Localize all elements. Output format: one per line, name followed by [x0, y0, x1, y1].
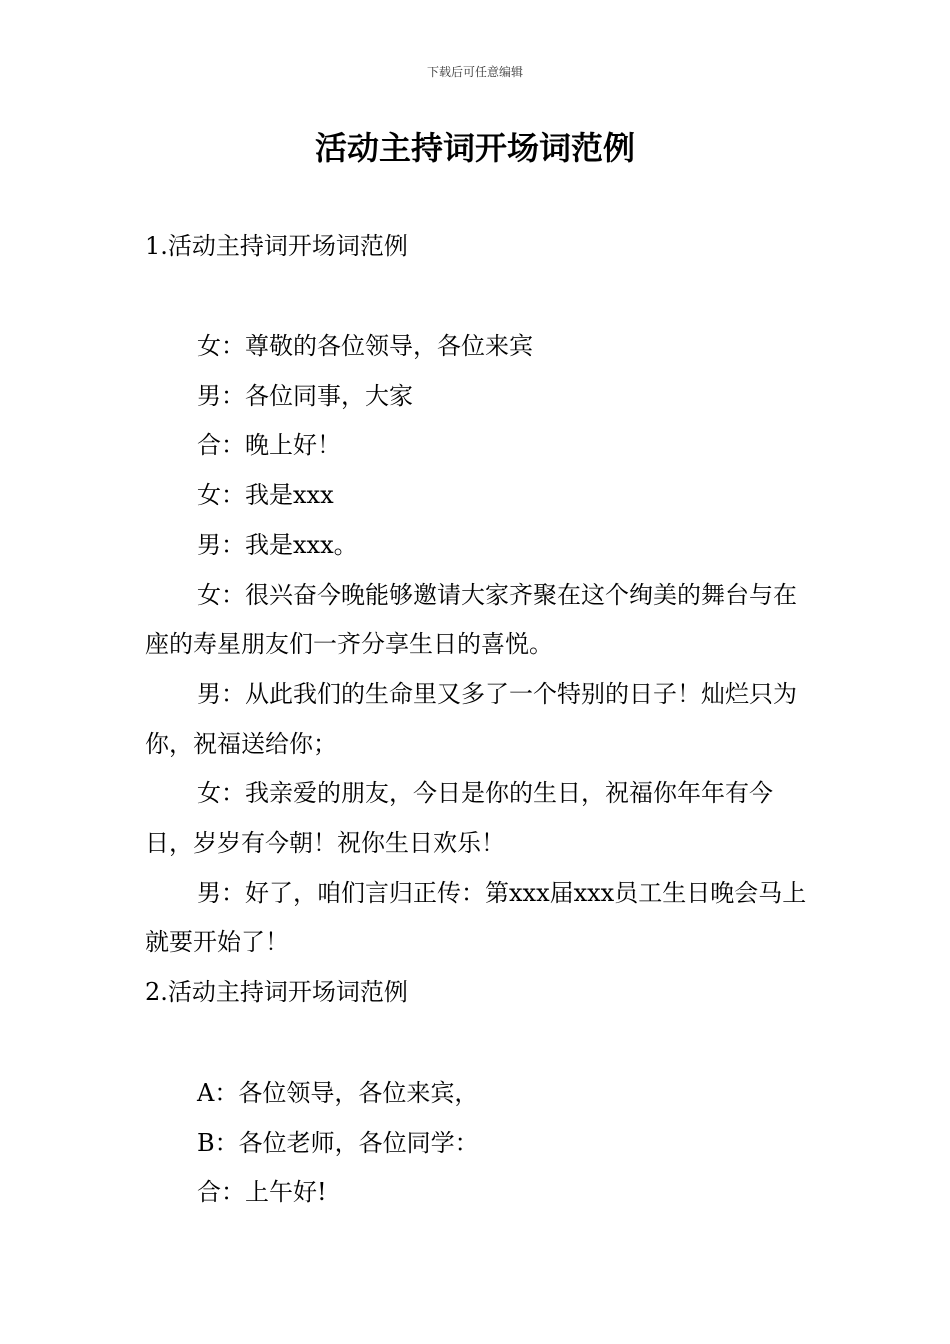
- dialogue-line: A：各位领导，各位来宾，: [197, 1079, 479, 1107]
- dialogue-line: 女：尊敬的各位领导，各位来宾: [197, 332, 533, 360]
- document-title: 活动主持词开场词范例: [314, 129, 635, 167]
- dialogue-line: B：各位老师，各位同学：: [197, 1128, 479, 1157]
- dialogue-line: 男：各位同事，大家: [197, 381, 413, 410]
- section-heading: 2.活动主持词开场词范例: [145, 978, 408, 1007]
- section-1: [145, 222, 810, 272]
- dialogue-line: 男：从此我们的生命里又多了一个特别的日子！灿烂只为你，祝福送给你；: [145, 679, 797, 758]
- dialogue-line: 合：上午好!: [197, 1178, 327, 1207]
- dialogue-line: 女：我亲爱的朋友，今日是你的生日，祝福你年年有今日，岁岁有今朝！祝你生日欢乐！: [145, 779, 773, 858]
- dialogue-line: 男：我是xxx。: [197, 530, 358, 559]
- header-note: 下载后可任意编辑: [426, 65, 523, 79]
- dialogue-line: 女：我是xxx: [197, 481, 334, 510]
- dialogue-line: 合：晚上好！: [197, 431, 341, 460]
- section-1-body: [145, 322, 810, 1018]
- section-heading: 1.活动主持词开场词范例: [145, 232, 408, 260]
- dialogue-line: 女：很兴奋今晚能够邀请大家齐聚在这个绚美的舞台与在座的寿星朋友们一齐分享生日的喜悦。: [145, 580, 797, 659]
- dialogue-line: 男：好了，咱们言归正传：第xxx届xxx员工生日晚会马上就要开始了！: [145, 878, 807, 957]
- section-2-body: [145, 1069, 810, 1218]
